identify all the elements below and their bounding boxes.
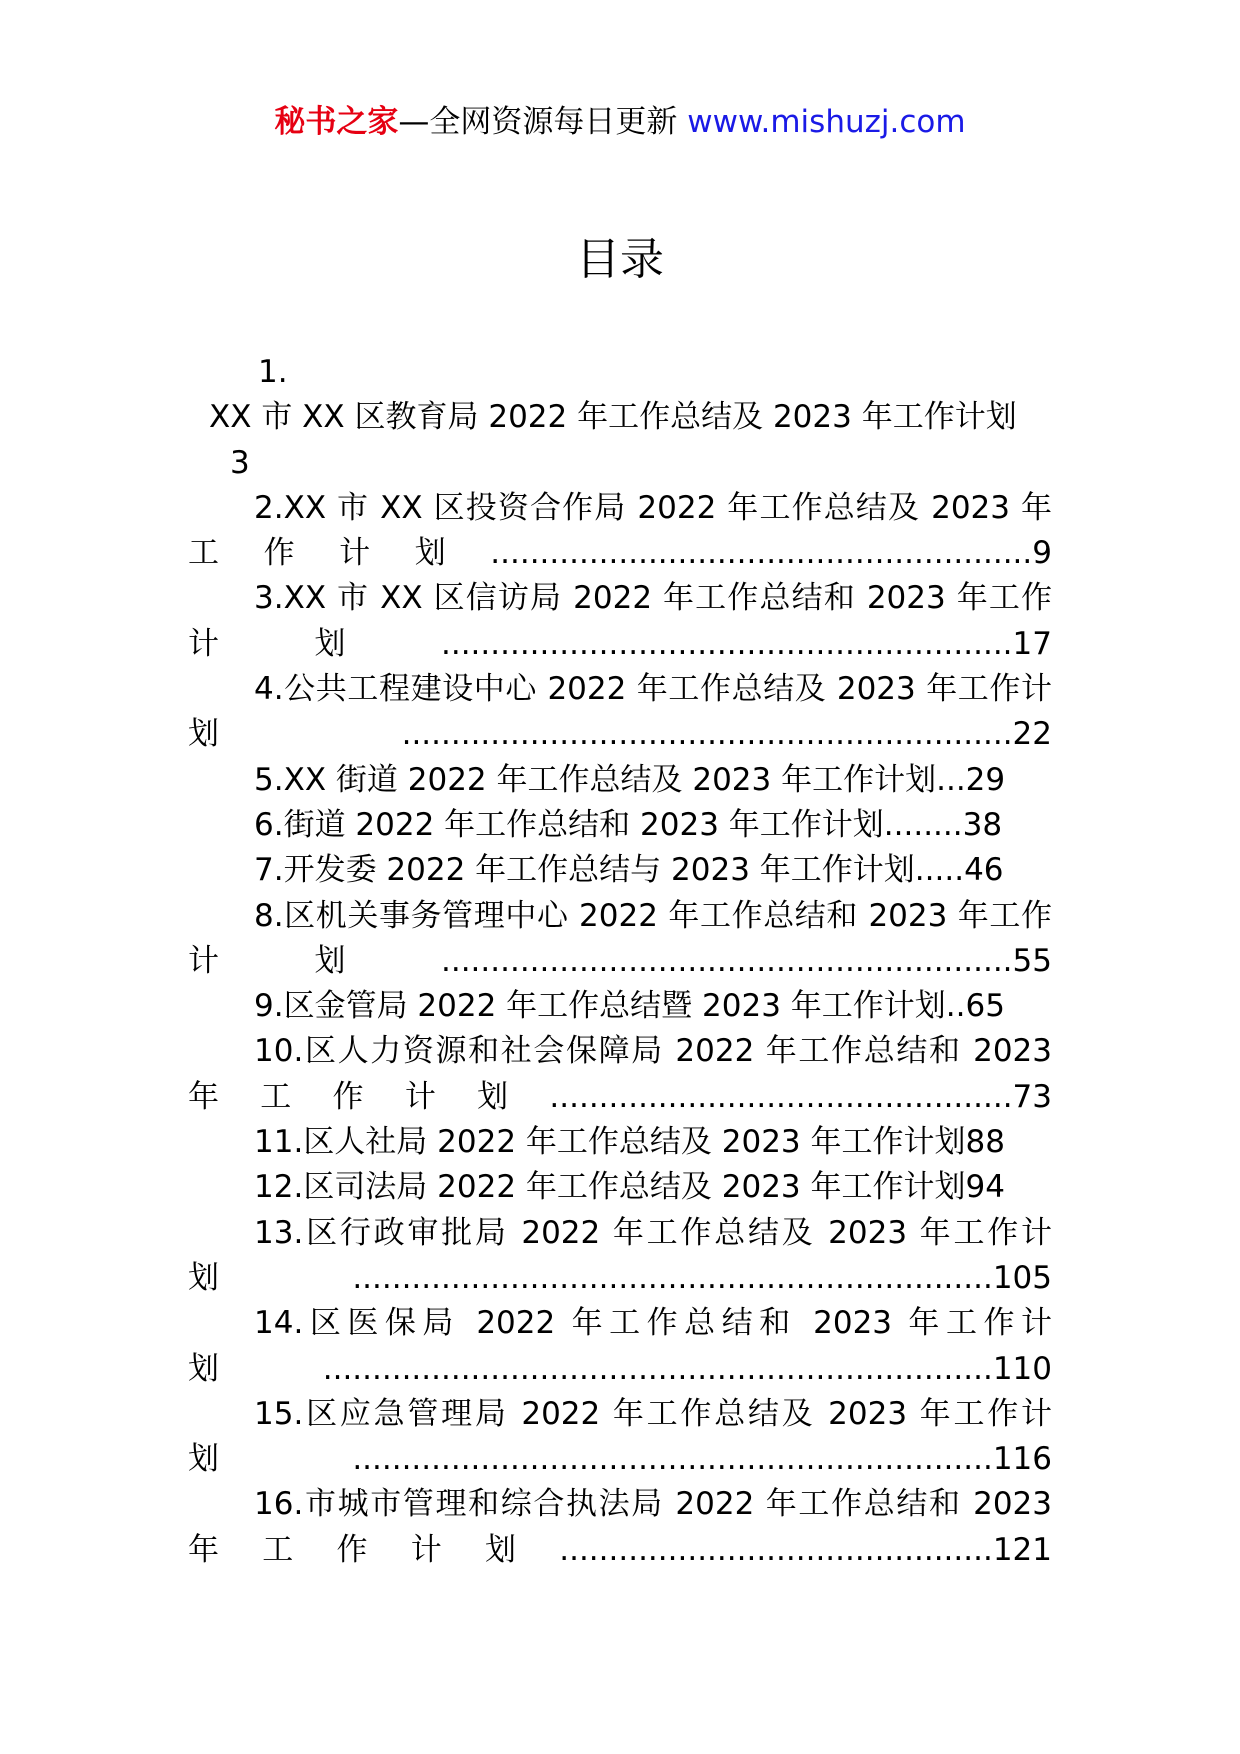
toc-entry-leader: ............................................ xyxy=(559,1531,993,1568)
toc-entry-title: 区金管局 2022 年工作总结暨 2023 年工作计划 xyxy=(283,988,946,1025)
toc-entry-page: 17 xyxy=(1012,625,1052,662)
toc-entry-title: XX 市 XX 区教育局 2022 年工作总结及 2023 年工作计划 xyxy=(209,399,1017,436)
toc-entry-title: 区人力资源和社会保障局 2022 年工作总结和 2023 年工作计划 xyxy=(188,1033,1052,1115)
toc-entry[interactable] xyxy=(188,1482,1052,1573)
toc-entry-number: 12. xyxy=(254,1169,304,1206)
toc-entry[interactable] xyxy=(188,848,1052,893)
toc-entry-leader: .............................................................. xyxy=(401,716,1013,753)
toc-entry-number: 5. xyxy=(254,761,284,798)
toc-entry-page: 55 xyxy=(1012,942,1052,979)
site-header xyxy=(0,102,1240,142)
toc-entry-page: 9 xyxy=(1032,535,1052,572)
toc-entry[interactable] xyxy=(188,984,1052,1029)
toc-entry[interactable] xyxy=(188,894,1052,985)
toc-entry-leader: ........ xyxy=(883,806,963,843)
toc-entry-leader: ... xyxy=(936,761,966,798)
toc-entry-number: 3. xyxy=(254,580,284,617)
site-url-link[interactable]: www.mishuzj.com xyxy=(687,104,966,140)
toc-entry-number: 4. xyxy=(254,671,284,708)
toc-entry-page: 65 xyxy=(965,988,1005,1025)
toc-entry-title: 开发委 2022 年工作总结与 2023 年工作计划 xyxy=(283,852,915,889)
toc-entry-page: 110 xyxy=(992,1350,1052,1387)
toc-entry-leader: ............................................... xyxy=(549,1078,1013,1115)
toc-entry[interactable] xyxy=(188,1392,1052,1483)
toc-entry[interactable] xyxy=(188,350,1052,486)
toc-entry-number: 14. xyxy=(254,1305,304,1342)
toc-entry-leader: .. xyxy=(945,988,966,1025)
toc-entry-page: 88 xyxy=(965,1124,1005,1161)
toc-entry-page: 38 xyxy=(962,806,1003,843)
toc-entry-leader: .................................................................... xyxy=(322,1350,993,1387)
toc-entry-number: 2. xyxy=(254,489,284,526)
toc-entry-number: 6. xyxy=(254,806,284,843)
toc-entry-page: 105 xyxy=(992,1259,1052,1296)
toc-entry-number: 8. xyxy=(254,897,284,934)
toc-entry-leader: .......................................................... xyxy=(441,625,1013,662)
toc-entry[interactable] xyxy=(188,803,1052,848)
toc-entry-title: 区医保局 2022 年工作总结和 2023 年工作计划 xyxy=(188,1305,1052,1387)
toc-entry[interactable] xyxy=(188,758,1052,803)
toc-entry-number: 13. xyxy=(254,1214,304,1251)
toc-entry-leader: ....................................................... xyxy=(490,535,1033,572)
toc-entry-page: 116 xyxy=(992,1441,1052,1478)
toc-entry-title: XX 街道 2022 年工作总结及 2023 年工作计划 xyxy=(283,761,937,798)
toc-entry-page: 73 xyxy=(1012,1078,1052,1115)
toc-entry-page: 46 xyxy=(964,852,1004,889)
toc-entry[interactable] xyxy=(188,1211,1052,1302)
toc-entry-leader: ................................................................. xyxy=(352,1259,993,1296)
toc-entry-number: 10. xyxy=(254,1033,304,1070)
toc-entry-title: XX 市 XX 区投资合作局 2022 年工作总结及 2023 年工作计划 xyxy=(188,489,1052,572)
toc-entry-page: 29 xyxy=(965,761,1006,798)
toc-entry[interactable] xyxy=(188,486,1052,577)
toc-entry-title: XX 市 XX 区信访局 2022 年工作总结和 2023 年工作计划 xyxy=(188,580,1052,662)
toc-entry-page: 22 xyxy=(1012,716,1052,753)
toc-entry-leader: .......................................................... xyxy=(441,942,1013,979)
site-brand: 秘书之家 xyxy=(274,104,399,140)
toc-entry-number: 9. xyxy=(254,988,284,1025)
toc-entry[interactable] xyxy=(188,667,1052,758)
page-title: 目录 xyxy=(576,234,664,285)
toc-entry-title: 区司法局 2022 年工作总结及 2023 年工作计划 xyxy=(303,1169,966,1206)
site-slogan: —全网资源每日更新 xyxy=(398,104,678,140)
toc-entry-page: 94 xyxy=(965,1169,1005,1206)
toc-entry-title: 区机关事务管理中心 2022 年工作总结和 2023 年工作计划 xyxy=(188,897,1052,979)
table-of-contents xyxy=(188,350,1052,1573)
toc-entry-title: 市城市管理和综合执法局 2022 年工作总结和 2023 年工作计划 xyxy=(188,1486,1052,1568)
toc-entry-title: 区人社局 2022 年工作总结及 2023 年工作计划 xyxy=(303,1124,966,1161)
toc-entry[interactable] xyxy=(188,1029,1052,1120)
toc-entry[interactable] xyxy=(188,1301,1052,1392)
toc-entry-number: 7. xyxy=(254,852,284,889)
toc-entry-page: 121 xyxy=(992,1531,1052,1568)
toc-entry[interactable] xyxy=(188,1165,1052,1210)
toc-entry-title: 街道 2022 年工作总结和 2023 年工作计划 xyxy=(283,806,884,843)
toc-entry-title: 区行政审批局 2022 年工作总结及 2023 年工作计划 xyxy=(188,1214,1052,1296)
toc-entry-number: 16. xyxy=(254,1486,304,1523)
toc-entry[interactable] xyxy=(188,576,1052,667)
toc-entry[interactable] xyxy=(188,1120,1052,1165)
toc-entry-number: 11. xyxy=(254,1124,304,1161)
toc-entry-number: 1. xyxy=(258,354,288,390)
toc-entry-title: 区应急管理局 2022 年工作总结及 2023 年工作计划 xyxy=(188,1395,1052,1478)
toc-entry-leader: ................................................................. xyxy=(352,1441,993,1478)
toc-entry-leader: ..... xyxy=(914,852,965,889)
toc-entry-number: 15. xyxy=(254,1395,304,1432)
toc-entry-page: 3 xyxy=(230,444,250,481)
toc-entry-title: 公共工程建设中心 2022 年工作总结及 2023 年工作计划 xyxy=(188,671,1052,753)
